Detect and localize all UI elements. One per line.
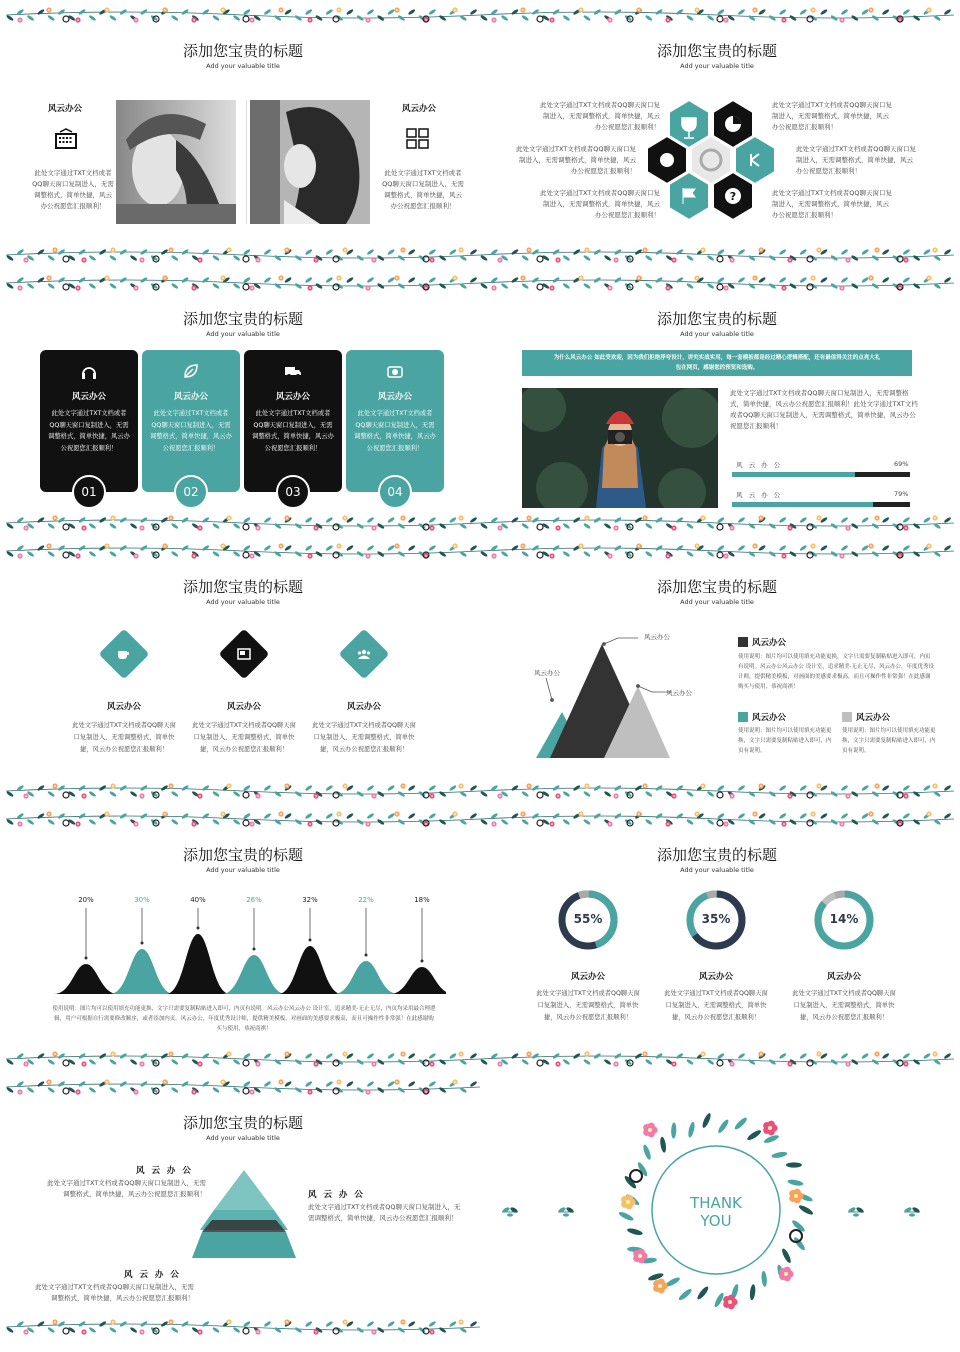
- pyramid-heading-1: 风 云 办 公: [136, 1166, 193, 1176]
- left-text: 此处文字通过TXT文档或者QQ聊天窗口复制进入，无需调整格式，简单快捷，风云办公祝愿您汇报顺利！: [32, 169, 114, 210]
- donut-value-label: 55%: [573, 912, 603, 926]
- peak-percent-label: 18%: [414, 896, 430, 904]
- bar-percent: 79%: [894, 490, 909, 498]
- donut-heading: 风云办公: [570, 972, 605, 982]
- peak-dot: [309, 939, 312, 942]
- news-icon: [237, 648, 251, 660]
- peak-percent-label: 30%: [134, 896, 150, 904]
- feature-text: 此处文字通过TXT文档或者QQ聊天窗口复制进入，无需调整格式，简单快捷，风云办公祝愿您汇报顺利！: [192, 722, 296, 753]
- legend-heading-3: 风云办公: [856, 713, 891, 723]
- divider: [246, 100, 247, 224]
- floral-garland: [6, 244, 480, 266]
- photo-woman-camera: [522, 388, 718, 508]
- slide-title: 添加您宝贵的标题: [656, 846, 777, 864]
- peak-chart: [46, 888, 446, 996]
- slide-title: 添加您宝贵的标题: [182, 310, 303, 328]
- floral-garland: [6, 272, 480, 294]
- legend-text-3: 使用说明：图片均可以使用填充功能更换，文字只需要复制粘贴进入即可，内页有说明。: [842, 728, 936, 754]
- mountain-label-2: 风云办公: [534, 669, 560, 677]
- pyramid-text-2: 此处文字通过TXT文档或者QQ聊天窗口复制进入，无需调整格式，简单快捷，风云办公祝愿您汇报顺利！: [308, 1203, 461, 1222]
- group-icon: [357, 648, 371, 660]
- coffee-icon: [117, 648, 131, 660]
- floral-garland: [6, 540, 480, 562]
- legend-text-2: 使用说明：图片均可以使用填充功能更换，文字只需要复制粘贴进入即可，内页有说明。: [738, 728, 832, 754]
- peak-mark: [166, 934, 230, 994]
- mountain-chart: [528, 630, 728, 760]
- slide-title: 添加您宝贵的标题: [182, 42, 303, 60]
- slide-subtitle: Add your valuable title: [206, 598, 280, 606]
- card-text: 此处文字通过TXT文档或者QQ聊天窗口复制进入，无需调整格式，简单快捷，风云办公祝愿您汇报顺利！: [252, 410, 334, 452]
- card-heading: 风云办公: [377, 392, 412, 402]
- donut-text: 此处文字通过TXT文档或者QQ聊天窗口复制进入，无需调整格式，简单快捷，风云办公祝愿您汇报顺利！: [664, 990, 768, 1021]
- pyramid-heading-2: 风 云 办 公: [308, 1190, 365, 1200]
- floral-garland: [6, 1076, 480, 1098]
- card-number-badge: 02: [174, 475, 208, 509]
- slide-4[interactable]: [480, 272, 954, 534]
- floral-garland: [480, 4, 954, 26]
- floral-garland: [6, 780, 480, 802]
- windows-icon: [406, 128, 430, 150]
- you-line: YOU: [700, 1212, 732, 1230]
- floral-garland: [6, 512, 480, 534]
- slide-9[interactable]: [6, 1076, 480, 1338]
- slide-subtitle: Add your valuable title: [206, 330, 280, 338]
- right-heading: 风云办公: [402, 104, 437, 114]
- peak-mark: [54, 964, 118, 994]
- donut-value-label: 14%: [829, 912, 859, 926]
- camera-icon: [386, 362, 404, 380]
- progress-track: [732, 472, 910, 477]
- text-1: 此处文字通过TXT文档或者QQ聊天窗口复制进入，无需调整格式，简单快捷，风云办公祝愿您汇报顺利！: [540, 101, 661, 131]
- peak-mark: [222, 955, 286, 994]
- slide-subtitle: Add your valuable title: [680, 866, 754, 874]
- slide-title: 添加您宝贵的标题: [656, 42, 777, 60]
- peak-percent-label: 26%: [246, 896, 262, 904]
- mountain-label-1: 风云办公: [644, 633, 670, 641]
- card-heading: 风云办公: [173, 392, 208, 402]
- hexagon-cluster: [648, 96, 778, 224]
- left-heading: 风云办公: [48, 104, 83, 114]
- slide-subtitle: Add your valuable title: [680, 598, 754, 606]
- pyramid-text-1: 此处文字通过TXT文档或者QQ聊天窗口复制进入，无需调整格式，简单快捷，风云办公祝愿您汇报顺利！: [46, 1179, 206, 1198]
- text-4: 此处文字通过TXT文档或者QQ聊天窗口复制进入，无需调整格式，简单快捷，风云办公祝愿您汇报顺利！: [772, 101, 893, 131]
- peak-dot: [253, 948, 256, 951]
- slide-title: 添加您宝贵的标题: [182, 1114, 303, 1132]
- card-number-badge: 01: [72, 475, 106, 509]
- card[interactable]: [244, 350, 342, 499]
- peak-mark: [334, 961, 398, 994]
- feature-heading: 风云办公: [226, 702, 261, 712]
- text-2: 此处文字通过TXT文档或者QQ聊天窗口复制进入，无需调整格式，简单快捷，风云办公祝愿您汇报顺利！: [516, 145, 637, 175]
- feature-heading: 风云办公: [346, 702, 381, 712]
- card-heading: 风云办公: [275, 392, 310, 402]
- mountain-label-3: 风云办公: [666, 689, 692, 697]
- donut-text: 此处文字通过TXT文档或者QQ聊天窗口复制进入，无需调整格式，简单快捷，风云办公祝愿您汇报顺利！: [536, 990, 640, 1021]
- card-text: 此处文字通过TXT文档或者QQ聊天窗口复制进入，无需调整格式，简单快捷，风云办公祝愿您汇报顺利！: [150, 410, 232, 452]
- leaf-ornament-left: [500, 1204, 590, 1220]
- card[interactable]: [40, 350, 138, 499]
- card-text: 此处文字通过TXT文档或者QQ聊天窗口复制进入，无需调整格式，简单快捷，风云办公祝愿您汇报顺利！: [48, 410, 130, 452]
- slide-3[interactable]: [6, 272, 480, 534]
- legend-dark: [738, 637, 748, 647]
- bar-label: 风 云 办 公: [736, 491, 783, 499]
- pyramid-chart: [190, 1170, 298, 1270]
- floral-garland: [480, 1048, 954, 1070]
- donut-value-label: 35%: [701, 912, 731, 926]
- text-3: 此处文字通过TXT文档或者QQ聊天窗口复制进入，无需调整格式，简单快捷，风云办公祝愿您汇报顺利！: [540, 189, 661, 219]
- peak-mark: [278, 946, 342, 994]
- floral-garland: [480, 780, 954, 802]
- card-text: 此处文字通过TXT文档或者QQ聊天窗口复制进入，无需调整格式，简单快捷，风云办公祝愿您汇报顺利！: [354, 410, 436, 452]
- peak-dot: [197, 927, 200, 930]
- description: 此处文字通过TXT文档或者QQ聊天窗口复制进入，无需调整格式，简单快捷，风云办公祝愿您汇报顺利！此处文字通过TXT文档或者QQ聊天窗口复制进入，无需调整格式，简单快捷，风云办公祝愿您汇报顺利！: [730, 389, 918, 430]
- photo-woman-hair: [250, 100, 370, 224]
- slide-title: 添加您宝贵的标题: [182, 846, 303, 864]
- legend-heading-2: 风云办公: [752, 713, 787, 723]
- thank-you-text: [660, 1194, 772, 1230]
- legend-teal: [738, 712, 748, 722]
- slide-title: 添加您宝贵的标题: [182, 578, 303, 596]
- leaf-icon: [182, 362, 200, 380]
- legend-gray: [842, 712, 852, 722]
- bar-percent: 69%: [894, 460, 909, 468]
- floral-garland: [480, 540, 954, 562]
- card-number-badge: 03: [276, 475, 310, 509]
- peak-dot: [141, 942, 144, 945]
- floral-garland: [480, 808, 954, 830]
- feature-text: 此处文字通过TXT文档或者QQ聊天窗口复制进入，无需调整格式，简单快捷，风云办公祝愿您汇报顺利！: [72, 722, 176, 753]
- text-5: 此处文字通过TXT文档或者QQ聊天窗口复制进入，无需调整格式，简单快捷，风云办公祝愿您汇报顺利！: [796, 145, 917, 175]
- slide-title: 添加您宝贵的标题: [656, 310, 777, 328]
- donut-heading: 风云办公: [698, 972, 733, 982]
- slide-7[interactable]: [6, 808, 480, 1070]
- peak-percent-label: 32%: [302, 896, 318, 904]
- peak-mark: [390, 967, 446, 994]
- card-number-badge: 04: [378, 475, 412, 509]
- truck-icon: [284, 362, 302, 380]
- pyramid-heading-3: 风 云 办 公: [124, 1270, 181, 1280]
- donut-heading: 风云办公: [826, 972, 861, 982]
- feature-text: 此处文字通过TXT文档或者QQ聊天窗口复制进入，无需调整格式，简单快捷，风云办公祝愿您汇报顺利！: [312, 722, 416, 753]
- slide-1[interactable]: [6, 4, 480, 266]
- progress-fill: [732, 472, 855, 477]
- legend-text-1: 使用说明：图片均可以使用填充功能更换，文字只需要复制粘贴进入即可，内页有说明。风云办公风云办公 设计室，追求精美·无止无尽，风云办公，年度优秀设计师，提供精美模板，对画面的美感要求极高，而且可操作性非常强！在此感谢购买与使用，恭祝商祺！: [738, 654, 934, 690]
- banner: 为什么风云办公 如此受欢迎，因为我们拒绝浮夸设计，讲究实战实用，每一套模板都是经过精心逻辑搭配，还有最值得关注的点亮大礼包在网页，感谢您的预览和选购。: [522, 350, 912, 376]
- slide-subtitle: Add your valuable title: [206, 1134, 280, 1142]
- peak-dot: [365, 954, 368, 957]
- slide-title: 添加您宝贵的标题: [656, 578, 777, 596]
- slide-subtitle: Add your valuable title: [680, 330, 754, 338]
- floral-garland: [480, 244, 954, 266]
- donut-text: 此处文字通过TXT文档或者QQ聊天窗口复制进入，无需调整格式，简单快捷，风云办公祝愿您汇报顺利！: [792, 990, 896, 1021]
- bar-label: 风 云 办 公: [736, 461, 783, 469]
- peak-mark: [110, 949, 174, 994]
- progress-fill: [732, 502, 873, 507]
- text-6: 此处文字通过TXT文档或者QQ聊天窗口复制进入，无需调整格式，简单快捷，风云办公祝愿您汇报顺利！: [772, 189, 893, 219]
- right-text: 此处文字通过TXT文档或者QQ聊天窗口复制进入，无需调整格式，简单快捷，风云办公祝愿您汇报顺利！: [382, 169, 464, 210]
- slide-subtitle: Add your valuable title: [206, 62, 280, 70]
- floral-garland: [6, 808, 480, 830]
- floral-garland: [480, 272, 954, 294]
- slide-5[interactable]: [6, 540, 480, 802]
- leaf-ornament-right: [846, 1204, 936, 1220]
- card[interactable]: [346, 350, 444, 499]
- slide-6[interactable]: [480, 540, 954, 802]
- svg-text:?: ?: [729, 190, 737, 203]
- headphones-icon: [80, 362, 98, 380]
- thank-line: THANK: [690, 1194, 742, 1212]
- slide-2[interactable]: [480, 4, 954, 266]
- slide-8[interactable]: [480, 808, 954, 1070]
- legend-heading-1: 风云办公: [752, 638, 787, 648]
- feature-heading: 风云办公: [106, 702, 141, 712]
- pyramid-text-3: 此处文字通过TXT文档或者QQ聊天窗口复制进入，无需调整格式，简单快捷，风云办公祝愿您汇报顺利！: [34, 1283, 194, 1302]
- progress-track: [732, 502, 910, 507]
- peak-dot: [85, 957, 88, 960]
- card[interactable]: [142, 350, 240, 499]
- peak-dot: [421, 960, 424, 963]
- slide-subtitle: Add your valuable title: [206, 866, 280, 874]
- presentation-icon: [54, 128, 78, 150]
- floral-garland: [6, 1316, 480, 1338]
- peak-description: 使用说明：图片均可以使用填充功能更换，文字只需要复制粘贴进入即可，内页有说明。风云办公风云办公 设计室，追求精美·无止无尽，内页均采用最合理逻辑，用户可根据自行需要修改顺序，或者添加内页。风云办公，年度优秀设计师，提供精美模板，对画面的美感要求极高，而且可操作性非常强！在此感谢购买与使用，恭祝商祺！: [52, 1006, 436, 1032]
- floral-garland: [480, 512, 954, 534]
- floral-garland: [6, 1048, 480, 1070]
- slide-10[interactable]: [480, 1076, 954, 1338]
- peak-percent-label: 40%: [190, 896, 206, 904]
- peak-percent-label: 22%: [358, 896, 374, 904]
- card-heading: 风云办公: [71, 392, 106, 402]
- floral-garland: [6, 4, 480, 26]
- slide-subtitle: Add your valuable title: [680, 62, 754, 70]
- peak-percent-label: 20%: [78, 896, 94, 904]
- photo-woman-cap: [116, 100, 236, 224]
